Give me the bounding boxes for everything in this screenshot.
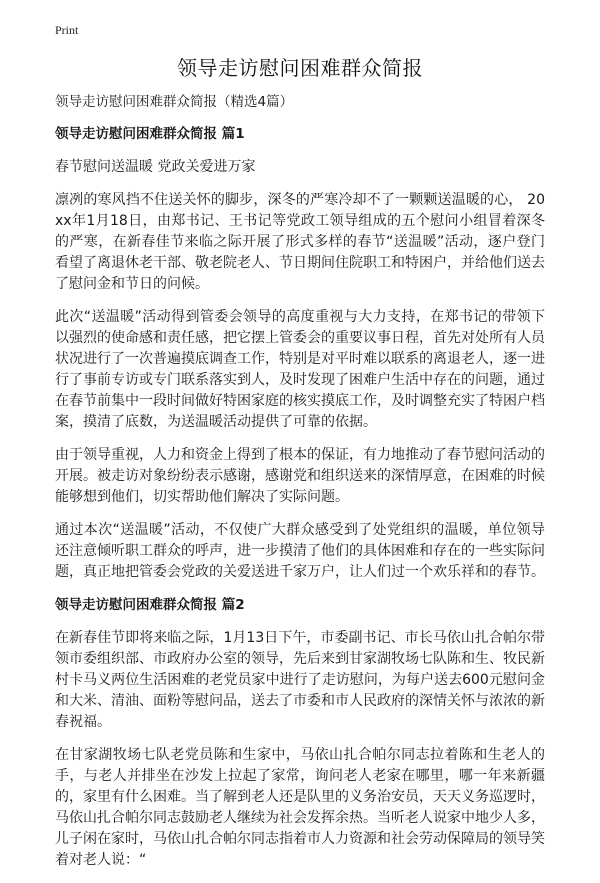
- section-heading: 领导走访慰问困难群众简报 篇2: [55, 597, 245, 613]
- paragraph: 在新春佳节即将来临之际，1月13日下午，市委副书记、市长马依山扎合帕尔带领市委组织部、市政府办公室的领导，先后来到甘家湖牧场七队陈和生、牧民新村卡马义两位生活困难的老党员家中进行了走访慰问，为每户送去600元慰问金和大米、清油、面粉等慰问品，送去了市委和市人民政府的深情关怀与浓浓的新春祝福。: [55, 630, 545, 730]
- paragraph: 由于领导重视，人力和资金上得到了根本的保证，有力地推动了春节慰问活动的开展。被走访对象纷纷表示感谢，感谢党和组织送来的深情厚意，在困难的时候能够想到他们，切实帮助他们解决了实际问题。: [55, 447, 545, 505]
- section-1: [55, 124, 545, 583]
- section-2: [55, 595, 545, 871]
- paragraph: 在甘家湖牧场七队老党员陈和生家中，马依山扎合帕尔同志拉着陈和生老人的手，与老人并排坐在沙发上拉起了家常，询问老人老家在哪里，哪一年来新疆的，家里有什么困难。当了解到老人还是队里的义务治安员，天天义务巡逻时，马依山扎合帕尔同志鼓励老人继续为社会发挥余热。当听老人说家中地少人多，儿子闲在家时，马依山扎合帕尔同志指着市人力资源和社会劳动保障局的领导笑着对老人说：“: [55, 747, 545, 868]
- print-label[interactable]: Print: [55, 23, 79, 37]
- paragraph: 通过本次“送温暖”活动，不仅使广大群众感受到了处党组织的温暖，单位领导还注意倾听职工群众的呼声，进一步摸清了他们的具体困难和存在的一些实际问题，真正地把管委会党政的关爱送进千家万户，让人们过一个欢乐祥和的春节。: [55, 522, 545, 580]
- page-title: 领导走访慰问困难群众简报: [177, 56, 423, 80]
- section-tagline: 春节慰问送温暖 党政关爱进万家: [55, 159, 256, 175]
- paragraph: 凛冽的寒风挡不住送关怀的脚步，深冬的严寒冷却不了一颗颗送温暖的心， 20xx年1月18日，由郑书记、王书记等党政工领导组成的五个慰问小组冒着深冬的严寒，在新春佳节来临之际开展了形式多样的春节“送温暖”活动，逐户登门看望了离退休老干部、敬老院老人、节日期间住院职工和特困户，并给他们送去了慰问金和节日的问候。: [55, 192, 545, 292]
- document-subtitle: 领导走访慰问困难群众简报（精选4篇）: [55, 94, 294, 110]
- paragraph: 此次“送温暖”活动得到管委会领导的高度重视与大力支持，在郑书记的带领下以强烈的使命感和责任感，把它摆上管委会的重要议事日程，首先对处所有人员状况进行了一次普遍摸底调查工作，特别是对平时难以联系的离退老人，逐一进行了事前专访或专门联系落实到人，及时发现了困难户生活中存在的问题，通过在春节前集中一段时间做好特困家庭的核实摸底工作，及时调整充实了特困户档案，摸清了底数，为送温暖活动提供了可靠的依据。: [55, 309, 545, 430]
- document-body: [55, 92, 545, 883]
- section-heading: 领导走访慰问困难群众简报 篇1: [55, 126, 245, 142]
